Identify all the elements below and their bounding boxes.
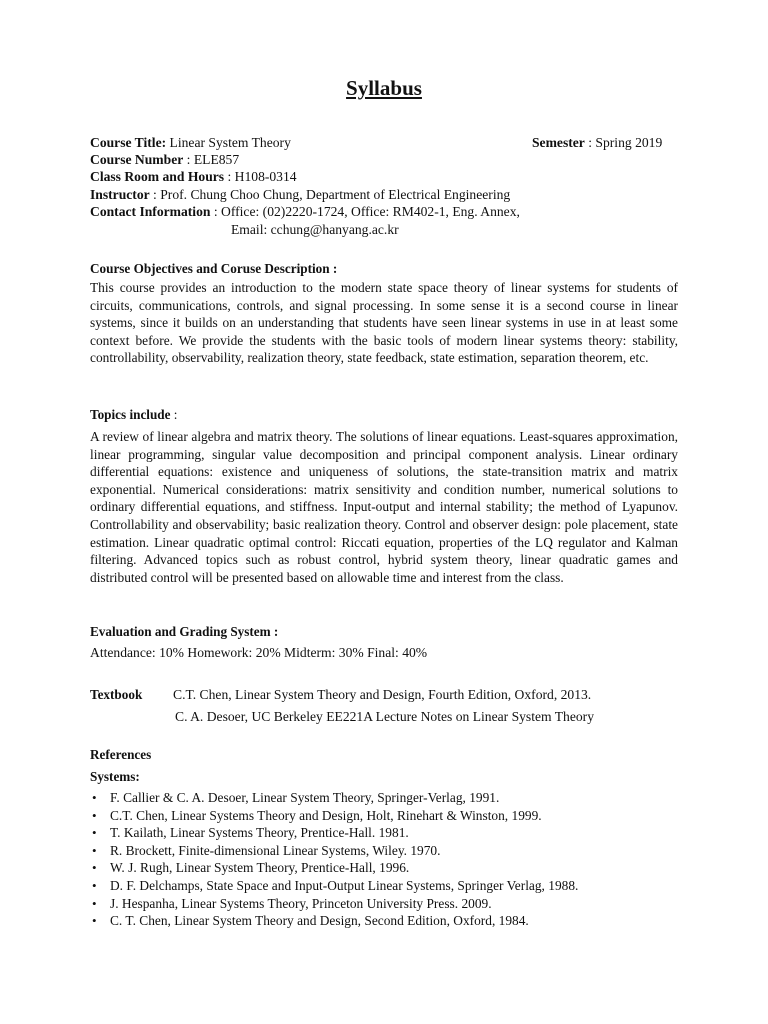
reference-text: D. F. Delchamps, State Space and Input-Output Linear Systems, Springer Verlag, 1988.: [110, 877, 579, 893]
class-room-line: [90, 168, 297, 186]
objectives-text: This course provides an introduction to the modern state space theory of linear systems for students of circuits, communications, controls, and signal processing. In some sense it is a second course in linear systems, since it builds on an understanding that students have seen linear systems in use in at least some context before. We provide the students with the basic tools of modern linear systems theory: stability, controllability, observability, realization theory, state feedback, state estimation, separation theorem, etc.: [90, 280, 678, 366]
evaluation-heading: Evaluation and Grading System :: [90, 624, 279, 639]
bullet-icon: •: [92, 807, 97, 823]
instructor-line: [90, 186, 510, 204]
topics-heading: [90, 406, 177, 424]
reference-text: C.T. Chen, Linear Systems Theory and Design, Holt, Rinehart & Winston, 1999.: [110, 807, 542, 823]
list-item: [90, 859, 578, 877]
references-subheading: Systems:: [90, 769, 140, 784]
topics-heading-label: Topics include: [90, 407, 171, 422]
semester-label: Semester: [532, 135, 585, 150]
course-number-value: : ELE857: [183, 152, 240, 167]
reference-list: [90, 789, 578, 930]
class-room-label: Class Room and Hours: [90, 169, 225, 184]
page-title: Syllabus: [346, 76, 422, 100]
contact-value: : Office: (02)2220-1724, Office: RM402-1, Eng. Annex,: [210, 204, 520, 219]
instructor-label: Instructor: [90, 187, 150, 202]
textbook-line-1: C.T. Chen, Linear System Theory and Design, Fourth Edition, Oxford, 2013.: [173, 687, 592, 702]
semester-line: [532, 134, 662, 152]
topics-heading-colon: :: [170, 407, 178, 422]
semester-value: : Spring 2019: [584, 135, 663, 150]
textbook-label: Textbook: [90, 687, 143, 702]
course-title-line: [90, 134, 291, 152]
reference-text: F. Callier & C. A. Desoer, Linear System Theory, Springer-Verlag, 1991.: [110, 790, 500, 805]
references-heading: References: [90, 747, 152, 762]
bullet-icon: •: [92, 790, 97, 805]
list-item: [90, 912, 578, 930]
list-item: [90, 807, 578, 825]
course-number-label: Course Number: [90, 152, 184, 167]
reference-text: C. T. Chen, Linear System Theory and Design, Second Edition, Oxford, 1984.: [110, 913, 529, 929]
bullet-icon: •: [92, 895, 97, 911]
instructor-value: : Prof. Chung Choo Chung, Department of Electrical Engineering: [149, 187, 511, 202]
bullet-icon: •: [92, 877, 97, 893]
reference-text: T. Kailath, Linear Systems Theory, Prentice-Hall. 1981.: [110, 825, 409, 841]
bullet-icon: •: [92, 860, 97, 876]
topics-text: A review of linear algebra and matrix theory. The solutions of linear equations. Least-squares approximation, linear programming, singular value decomposition and principal component analysis. Linear ordinary differential equations: existence and uniqueness of solutions, the state-transition matrix and matrix exponential. Numerical considerations: matrix sensitivity and condition number, numerical solutions to ordinary differential equations, and stiffness. Input-output and internal stability; the method of Lyapunov. Controllability and observability; basic realization theory. Control and observer design: pole placement, state estimation. Linear quadratic optimal control: Riccati equation, properties of the LQ regulator and Kalman filtering. Advanced topics such as robust control, hybrid system theory, linear quadratic games and distributed control will be presented based on allowable time and interest from the class.: [90, 429, 678, 585]
list-item: [90, 877, 578, 895]
course-title-label: Course Title:: [90, 135, 167, 150]
bullet-icon: •: [92, 842, 97, 858]
course-title-value: Linear System Theory: [166, 135, 291, 150]
textbook-line-2: C. A. Desoer, UC Berkeley EE221A Lecture Notes on Linear System Theory: [175, 709, 595, 724]
list-item: [90, 824, 578, 842]
list-item: [90, 842, 578, 860]
bullet-icon: •: [92, 913, 97, 929]
list-item: [90, 789, 578, 807]
list-item: [90, 895, 578, 913]
evaluation-text: Attendance: 10% Homework: 20% Midterm: 30% Final: 40%: [90, 645, 428, 660]
objectives-heading: Course Objectives and Coruse Description :: [90, 261, 338, 276]
reference-text: J. Hespanha, Linear Systems Theory, Princeton University Press. 2009.: [110, 895, 492, 911]
contact-line: [90, 203, 520, 221]
class-room-value: : H108-0314: [224, 169, 297, 184]
reference-text: R. Brockett, Finite-dimensional Linear Systems, Wiley. 1970.: [110, 842, 441, 858]
contact-label: Contact Information: [90, 204, 211, 219]
course-number-line: [90, 151, 239, 169]
email-line: Email: cchung@hanyang.ac.kr: [231, 222, 399, 237]
reference-text: W. J. Rugh, Linear System Theory, Prentice-Hall, 1996.: [110, 860, 410, 876]
bullet-icon: •: [92, 825, 97, 841]
